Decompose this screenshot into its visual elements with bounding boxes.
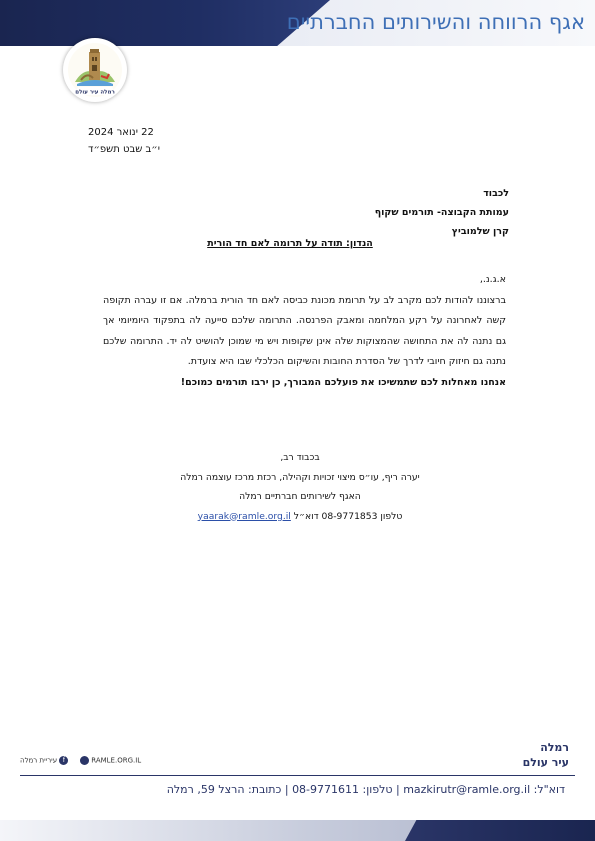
regards: בכבוד רב, — [280, 452, 320, 463]
footer-divider — [20, 775, 575, 776]
salutation: לכבוד — [483, 188, 509, 199]
department-title: אגף הרווחה והשירותים החברתיים — [286, 10, 585, 34]
ramla-city-logo — [63, 38, 127, 102]
signer-email-link[interactable]: yaarak@ramle.org.il — [197, 510, 291, 522]
footer-band-dark — [405, 820, 595, 841]
signer-title: יערה ריף, עו״ס מיצוי זכויות וקהילה, רכזת מרכז עוצמה רמלה — [180, 471, 420, 483]
recipient-name: קרן שלמוביץ — [451, 226, 509, 237]
facebook-icon: f — [59, 756, 68, 765]
signer-contact — [150, 507, 450, 527]
signer-department: האגף לשירותים חברתיים רמלה — [239, 491, 361, 502]
tower-emblem-icon — [63, 38, 127, 102]
hebrew-date: י״ב שבט תשפ״ד — [88, 144, 160, 155]
footer-contact-line: דוא"ל: mazkirutr@ramle.org.il | טלפון: 08-9771611 | כתובת: הרצל 59, רמלה — [166, 783, 565, 796]
website-label: RAMLE.ORG.IL — [91, 756, 142, 765]
logo-text: רמלה עיר עולם — [75, 89, 115, 96]
signature-block — [150, 448, 450, 526]
footer-band-light — [0, 820, 440, 841]
greeting: א.ג.נ., — [479, 274, 506, 285]
footer-facebook[interactable] — [20, 756, 68, 765]
footer-city-name: רמלה — [540, 741, 569, 754]
gregorian-date: 22 ינואר 2024 — [88, 127, 154, 138]
footer-city-logo — [523, 740, 569, 770]
footer-city-tagline: עיר עולם — [522, 756, 569, 769]
footer-website[interactable] — [80, 756, 141, 765]
signer-phone: טלפון 08-9771853 דוא״ל — [293, 510, 403, 522]
letter-dates — [88, 124, 160, 158]
body-paragraph: ברצוננו להודות לכם מקרב לב על תרומת מכונת כביסה לאם חד הורית ברמלה. אם זו עברה תקופה קשה לאחרונה על רקע המלחמה ומאבק הפרנסה. התרומה שלכם סייעה לה בתפקוד היומיומי אך גם נתנה לה את התחושה שהמצוקות שלה אינן שקופות ויש מי שמוכן להושיט לה יד. התרומה שלכם נתנה גם חיזוק חיובי לדרך של הסדרת החובות והשיקום הכלכלי שבו היא צועדת. — [103, 294, 506, 367]
closing-line: אנחנו מאחלות לכם שתמשיכו את פועלכם המבורך, כן ירבו תורמים כמוכם! — [180, 376, 506, 388]
facebook-label: עיריית רמלה — [20, 756, 58, 765]
recipient-block — [375, 184, 509, 241]
globe-icon — [80, 756, 89, 765]
recipient-organization: עמותת הקבוצה- תורמים שקוף — [374, 207, 509, 218]
header-band-dark — [0, 0, 330, 46]
letter-body — [103, 270, 506, 393]
letter-subject: הנדון: תודה על תרומה לאם חד הורית — [207, 238, 373, 249]
